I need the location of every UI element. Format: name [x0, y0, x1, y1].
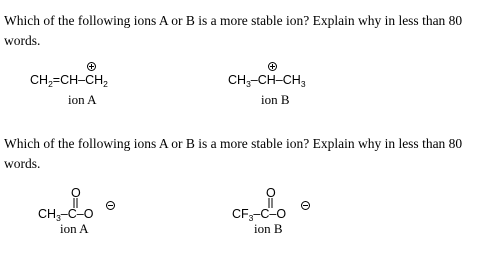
formula-text: –C–O: [253, 207, 287, 221]
formula-text: –C–O: [60, 207, 94, 221]
formula-text: CH: [38, 207, 57, 221]
formula-text: =CH–CH: [52, 73, 104, 87]
formula-subscript: 3: [56, 213, 61, 223]
question-1-text: Which of the following ions A or B is a more stable ion? Explain why in less than 80 words.: [4, 13, 463, 48]
carbonyl-oxygen: O: [71, 186, 81, 200]
carbonyl-oxygen: O: [266, 186, 276, 200]
negative-charge-icon: [301, 201, 310, 210]
formula-subscript: 2: [48, 79, 53, 89]
ion-a-formula: [30, 73, 108, 87]
formula-subscript: 3: [246, 79, 251, 89]
formula-subscript: 3: [300, 79, 306, 89]
ion-b-label: ion B: [254, 221, 283, 236]
negative-charge-icon: [106, 201, 115, 210]
question-2-text: Which of the following ions A or B is a more stable ion? Explain why in less than 80 words.: [4, 136, 463, 171]
ion-a-label: ion A: [68, 92, 97, 107]
formula-text: –CH–CH: [250, 73, 301, 87]
positive-charge-icon: [268, 62, 277, 71]
structure-ion-b-trifluoroacetate: [232, 186, 332, 238]
trifluoroacetate-formula: [232, 207, 286, 221]
ion-b-label: ion B: [261, 92, 290, 107]
formula-subscript: 3: [248, 213, 254, 223]
formula-text: CH: [228, 73, 247, 87]
acetate-formula: [38, 207, 93, 221]
structure-ion-a-allyl-cation: [30, 62, 140, 112]
formula-subscript: 2: [103, 79, 108, 89]
formula-text: CH: [30, 73, 49, 87]
structure-ion-b-isopropyl-cation: [228, 62, 338, 112]
ion-b-formula: [228, 73, 306, 87]
structure-ion-a-acetate: [38, 186, 138, 238]
ion-a-label: ion A: [60, 221, 89, 236]
formula-text: CF: [232, 207, 249, 221]
positive-charge-icon: [87, 62, 96, 71]
